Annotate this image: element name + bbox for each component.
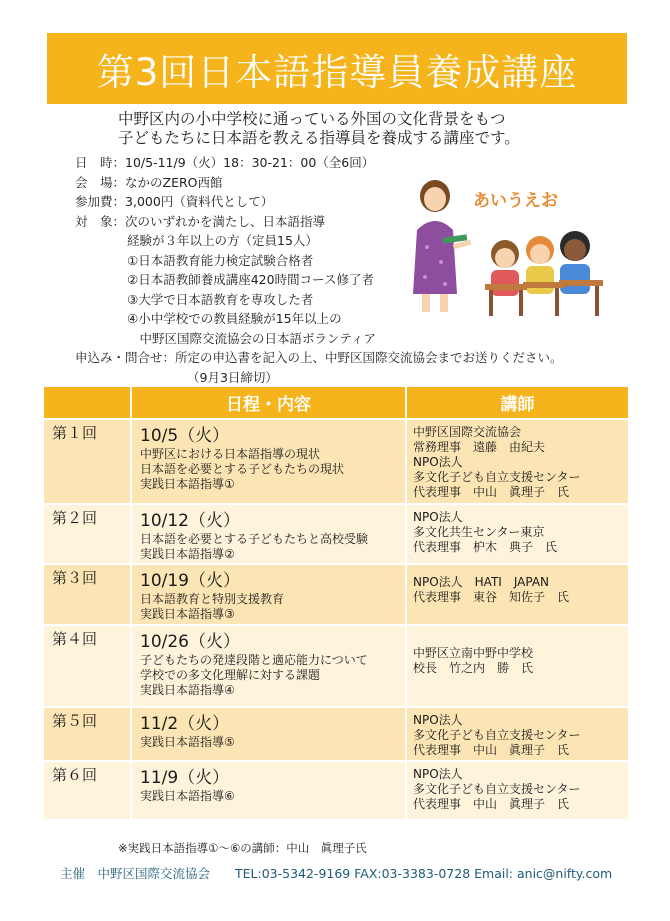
content-line: 中野区における日本語指導の現状 bbox=[140, 447, 321, 461]
lecturer-line: 多文化子ども自立支援センター bbox=[413, 728, 581, 742]
target-line: ③大学で日本語教育を専攻した者 bbox=[127, 291, 314, 307]
page-title: 第3回日本語指導員養成講座 bbox=[96, 50, 578, 94]
session-content bbox=[131, 625, 406, 707]
session-number: 第３回 bbox=[44, 564, 131, 625]
session-lecturer bbox=[406, 504, 628, 564]
session-lecturer bbox=[406, 419, 628, 504]
deadline-text: （9月3日締切） bbox=[187, 369, 278, 385]
apply-text: 申込み・問合せ：所定の申込書を記入の上、中野区国際交流協会までお送りください。 bbox=[75, 350, 563, 365]
schedule-table bbox=[44, 387, 628, 819]
title-banner bbox=[47, 33, 627, 104]
target-line: 経験が３年以上の方（定員15人） bbox=[127, 233, 318, 248]
content-line: 実践日本語指導⑤ bbox=[140, 735, 235, 749]
session-number: 第１回 bbox=[44, 419, 131, 504]
fee-value: 3,000円（資料代として） bbox=[125, 194, 274, 209]
header-content: 日程・内容 bbox=[131, 387, 406, 419]
table-row bbox=[44, 504, 628, 564]
lecturer-line: 代表理事 中山 眞理子 氏 bbox=[413, 797, 570, 811]
datetime-row bbox=[75, 153, 595, 173]
lecturer-line: NPO法人 HATI JAPAN bbox=[413, 575, 550, 589]
session-date: 10/19（火） bbox=[140, 571, 240, 591]
footer-contact: 主催 中野区国際交流協会 TEL:03-5342-9169 FAX:03-3383-0728 Email: anic@nifty.com bbox=[60, 866, 613, 881]
table-row bbox=[44, 625, 628, 707]
content-line: 日本語教育と特別支援教育 bbox=[140, 592, 285, 606]
fee-label: 参加費： bbox=[75, 194, 126, 209]
target-line: ④小中学校での教員経験が15年以上の bbox=[127, 311, 342, 326]
lecturer-line: 中野区立南中野中学校 bbox=[413, 646, 534, 660]
content-line: 日本語を必要とする子どもたちの現状 bbox=[140, 462, 345, 476]
session-number: 第２回 bbox=[44, 504, 131, 564]
lecturer-line: NPO法人 bbox=[413, 713, 463, 727]
session-date: 10/5（火） bbox=[140, 426, 230, 446]
session-content bbox=[131, 419, 406, 504]
session-content bbox=[131, 564, 406, 625]
content-line: 実践日本語指導① bbox=[140, 477, 235, 491]
lecturer-line: 多文化子ども自立支援センター bbox=[413, 470, 581, 484]
table-row bbox=[44, 564, 628, 625]
target-label: 対 象： bbox=[75, 213, 126, 229]
lecturer-line: 多文化子ども自立支援センター bbox=[413, 782, 581, 796]
intro-line: 子どもたちに日本語を教える指導員を養成する講座です。 bbox=[118, 129, 520, 147]
lecturer-line: NPO法人 bbox=[413, 767, 463, 781]
teacher-figure bbox=[413, 180, 471, 312]
lecturer-line: 常務理事 遠藤 由紀夫 bbox=[413, 440, 546, 454]
lecturer-line: NPO法人 bbox=[413, 455, 463, 469]
table-row bbox=[44, 707, 628, 761]
session-lecturer bbox=[406, 625, 628, 707]
content-line: 学校での多文化理解に対する課題 bbox=[140, 668, 321, 682]
session-content bbox=[131, 504, 406, 564]
header-lecturer: 講師 bbox=[406, 387, 628, 419]
content-line: 実践日本語指導③ bbox=[140, 607, 235, 621]
session-lecturer bbox=[406, 761, 628, 819]
session-content bbox=[131, 707, 406, 761]
lecturer-line: 中野区国際交流協会 bbox=[413, 425, 522, 439]
header-num bbox=[44, 387, 131, 419]
session-lecturer bbox=[406, 707, 628, 761]
session-lecturer bbox=[406, 564, 628, 625]
classroom-illustration bbox=[395, 172, 615, 322]
lecturer-line: 代表理事 枦木 典子 氏 bbox=[413, 540, 558, 554]
session-number: 第６回 bbox=[44, 761, 131, 819]
lecturer-line: 代表理事 中山 眞理子 氏 bbox=[413, 743, 570, 757]
datetime-value: 10/5-11/9（火）18：30-21：00（全6回） bbox=[125, 155, 375, 170]
table-header-row bbox=[44, 387, 628, 419]
table-row bbox=[44, 419, 628, 504]
session-number: 第４回 bbox=[44, 625, 131, 707]
lecturer-line: 代表理事 中山 眞理子 氏 bbox=[413, 485, 570, 499]
venue-label: 会 場： bbox=[75, 174, 126, 190]
content-line: 子どもたちの発達段階と適応能力について bbox=[140, 653, 368, 667]
intro-text bbox=[118, 110, 638, 148]
content-line: 実践日本語指導⑥ bbox=[140, 789, 235, 803]
desks bbox=[485, 280, 603, 316]
intro-line: 中野区内の小中学校に通っている外国の文化背景をもつ bbox=[118, 110, 506, 128]
lecturer-line: 校長 竹之内 勝 氏 bbox=[413, 661, 534, 675]
session-content bbox=[131, 761, 406, 819]
table-row bbox=[44, 761, 628, 819]
illustration-letters: あいうえお bbox=[473, 191, 558, 211]
content-line: 日本語を必要とする子どもたちと高校受験 bbox=[140, 532, 369, 546]
session-date: 11/9（火） bbox=[140, 768, 230, 788]
content-line: 実践日本語指導④ bbox=[140, 683, 235, 697]
target-line: ①日本語教育能力検定試験合格者 bbox=[127, 252, 314, 268]
lecturer-line: NPO法人 bbox=[413, 510, 463, 524]
content-line: 実践日本語指導② bbox=[140, 547, 235, 561]
session-date: 10/12（火） bbox=[140, 511, 240, 531]
venue-value: なかのZERO西館 bbox=[125, 174, 223, 190]
session-number: 第５回 bbox=[44, 707, 131, 761]
session-date: 10/26（火） bbox=[140, 632, 240, 652]
target-line: 中野区国際交流協会の日本語ボランティア bbox=[127, 330, 377, 346]
target-value: 次のいずれかを満たし、日本語指導 bbox=[125, 213, 326, 229]
lecturer-line: 多文化共生センター東京 bbox=[413, 525, 545, 539]
lecturer-line: 代表理事 東谷 知佐子 氏 bbox=[413, 590, 570, 604]
target-line: ②日本語教師養成講座420時間コース修了者 bbox=[127, 272, 374, 287]
datetime-label: 日 時： bbox=[75, 155, 126, 170]
lecturer-note: ※実践日本語指導①～⑥の講師：中山 眞理子氏 bbox=[118, 841, 367, 855]
session-date: 11/2（火） bbox=[140, 714, 230, 734]
